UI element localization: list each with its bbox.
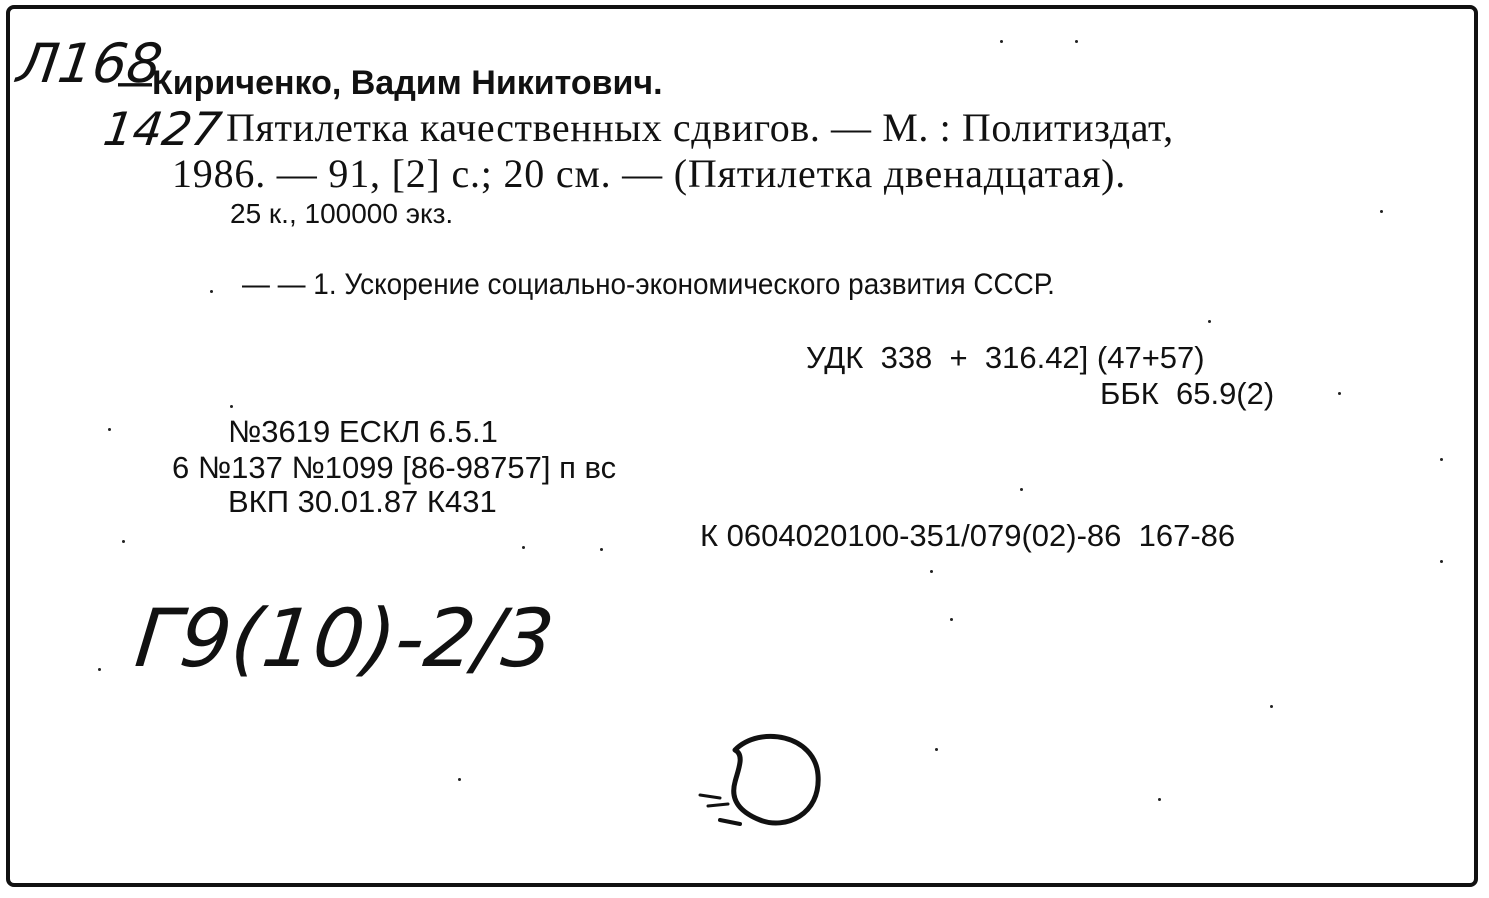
- scan-speck: [600, 548, 603, 551]
- handwritten-shelf-code: Г9(10)-2/3: [131, 592, 559, 685]
- price-print-run: 25 к., 100000 экз.: [230, 198, 454, 229]
- scan-speck: [935, 748, 938, 751]
- scan-speck: [458, 778, 461, 781]
- udk-code: УДК 338 + 316.42] (47+57): [806, 340, 1205, 375]
- subject-heading: — — 1. Ускорение социально-экономического развития СССР.: [242, 268, 1055, 301]
- scan-speck: [1440, 458, 1443, 461]
- scan-speck: [1338, 392, 1341, 395]
- title-line-1: Пятилетка качественных сдвигов. — М. : Политиздат,: [226, 105, 1174, 150]
- handwritten-circle-mark: [690, 720, 830, 860]
- scan-speck: [1208, 320, 1211, 323]
- scan-speck: [930, 570, 933, 573]
- registration-code-1: №3619 ЕСКЛ 6.5.1: [228, 414, 498, 449]
- scan-speck: [522, 546, 525, 549]
- scan-speck: [98, 668, 101, 671]
- scan-speck: [230, 405, 233, 408]
- publisher-index: К 0604020100-351/079(02)-86 167-86: [700, 518, 1236, 553]
- author-heading: —Кириченко, Вадим Никитович.: [118, 64, 663, 102]
- handwritten-call-number-bottom: 1427: [100, 102, 225, 156]
- scan-speck: [1000, 40, 1003, 43]
- scan-speck: [950, 618, 953, 621]
- scan-speck: [210, 290, 213, 293]
- handwritten-call-number-top: Л168: [13, 32, 167, 95]
- registration-code-2: 6 №137 №1099 [86-98757] п вс: [172, 450, 617, 485]
- bbk-code: ББК 65.9(2): [1100, 376, 1275, 411]
- registration-code-3: ВКП 30.01.87 К431: [228, 484, 497, 519]
- scan-speck: [1440, 560, 1443, 563]
- scan-speck: [1270, 705, 1273, 708]
- scan-speck: [1158, 798, 1161, 801]
- scan-speck: [1380, 210, 1383, 213]
- scan-speck: [1075, 40, 1078, 43]
- title-line-2: 1986. — 91, [2] с.; 20 см. — (Пятилетка двенадцатая).: [172, 151, 1127, 196]
- scan-speck: [122, 540, 125, 543]
- scan-speck: [1020, 488, 1023, 491]
- scan-speck: [108, 428, 111, 431]
